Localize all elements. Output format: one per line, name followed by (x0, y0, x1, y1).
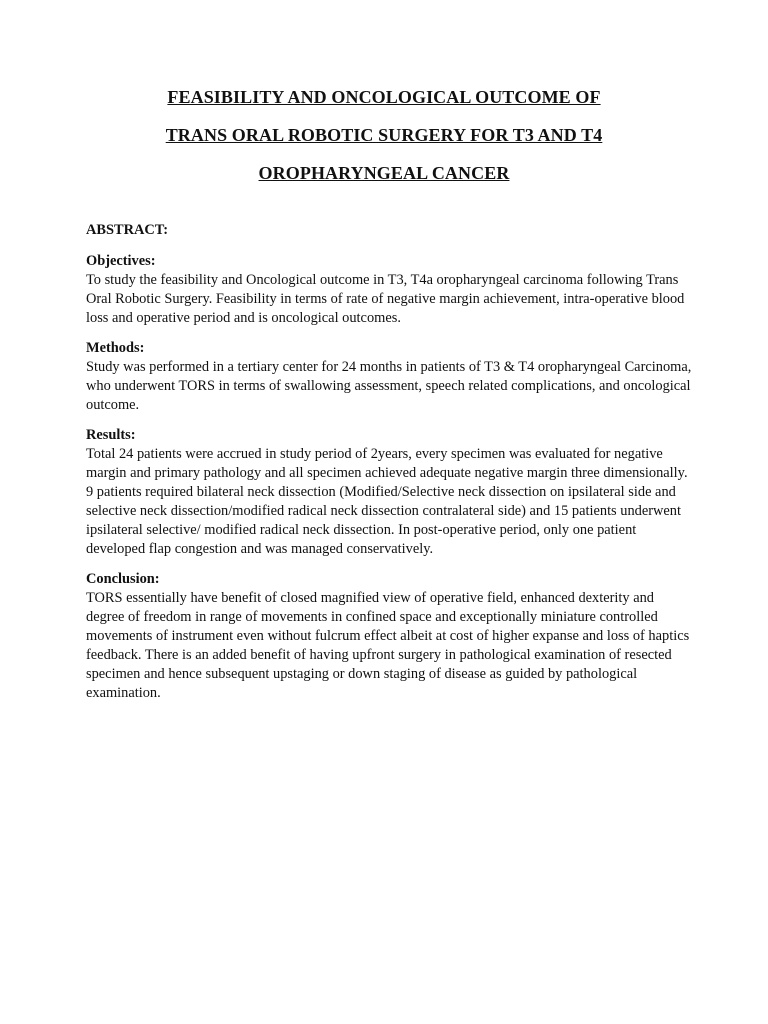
section-heading: Objectives: (86, 253, 156, 269)
title-line: TRANS ORAL ROBOTIC SURGERY FOR T3 AND T4 (165, 125, 603, 145)
section-conclusion (86, 570, 694, 703)
section-heading: Results: (86, 427, 136, 443)
section-text: To study the feasibility and Oncological outcome in T3, T4a oropharyngeal carcinoma following Trans Oral Robotic Surgery. Feasibility in terms of rate of negative margin achievement, intra-operative blood loss and operative period and is oncological outcomes. (86, 272, 685, 326)
section-text: TORS essentially have benefit of closed magnified view of operative field, enhanced dexterity and degree of freedom in range of movements in confined space and exceptionally miniature controlled movements of instrument even without fulcrum effect albeit at cost of higher expanse and loss of haptics feedback. There is an added benefit of having upfront surgery in pathological examination of resected specimen and hence subsequent upstaging or down staging of disease as guided by pathological examination. (86, 590, 690, 701)
section-objectives (86, 252, 694, 328)
section-heading: Conclusion: (86, 571, 160, 587)
title-line: FEASIBILITY AND ONCOLOGICAL OUTCOME OF (167, 87, 601, 107)
paper-title (0, 78, 768, 192)
section-text: Total 24 patients were accrued in study period of 2years, every specimen was evaluated for negative margin and primary pathology and all specimen achieved adequate negative margin three dimensionally. 9 patients required bilateral neck dissection (Modified/Selective neck dissection on ipsilateral side and selective neck dissection/modified radical neck dissection contralateral side) and 15 patients underwent ipsilateral selective/ modified radical neck dissection. In post-operative period, only one patient developed flap congestion and was managed conservatively. (86, 446, 688, 557)
section-methods (86, 339, 694, 415)
title-line: OROPHARYNGEAL CANCER (258, 163, 510, 183)
abstract-body (86, 221, 694, 714)
abstract-label: ABSTRACT: (86, 222, 169, 238)
section-heading: Methods: (86, 340, 145, 356)
section-results (86, 426, 694, 559)
section-text: Study was performed in a tertiary center for 24 months in patients of T3 & T4 oropharyngeal Carcinoma, who underwent TORS in terms of swallowing assessment, speech related complications, and oncological outcome. (86, 359, 692, 413)
